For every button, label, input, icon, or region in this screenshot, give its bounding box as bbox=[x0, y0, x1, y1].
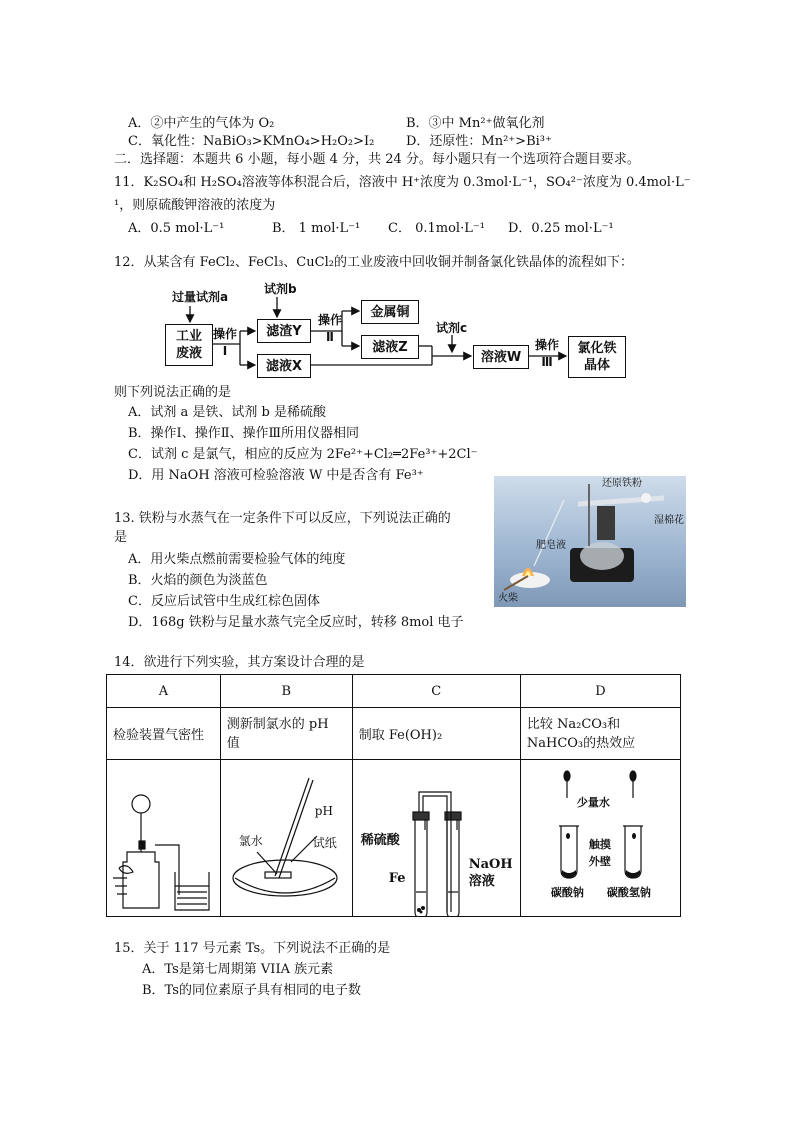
table-figure-row bbox=[107, 760, 681, 917]
table-purpose-row bbox=[107, 708, 681, 760]
operation-3-label: 操作 Ⅲ bbox=[535, 338, 560, 369]
label-fe: Fe bbox=[388, 871, 406, 886]
label-chlorine-water: 氯水 bbox=[238, 834, 263, 848]
label-outer-wall: 外壁 bbox=[588, 855, 611, 868]
waste-liquid-box: 工业 废液 bbox=[165, 324, 213, 366]
label-soap-liquid: 肥皂液 bbox=[536, 540, 566, 551]
copper-box: 金属铜 bbox=[361, 300, 419, 324]
label-match: 火柴 bbox=[498, 593, 518, 604]
q13-option-d: D．168g 铁粉与足量水蒸气完全反应时，转移 8mol 电子 bbox=[128, 615, 464, 630]
q15-stem: 15．关于 117 号元素 Ts。下列说法不正确的是 bbox=[114, 941, 391, 956]
operation-1-label: 操作 Ⅰ bbox=[213, 327, 238, 358]
filtrate-x-box: 滤液X bbox=[257, 354, 311, 378]
q11-option-d: D．0.25 mol·L⁻¹ bbox=[508, 221, 614, 236]
label-dilute-sulfuric-acid: 稀硫酸 bbox=[360, 833, 400, 848]
label-solution: 溶液 bbox=[468, 874, 495, 889]
label-small-water: 少量水 bbox=[576, 796, 610, 809]
q12-option-a: A．试剂 a 是铁、试剂 b 是稀硫酸 bbox=[128, 405, 326, 420]
q12-option-c: C．试剂 c 是氯气，相应的反应为 2Fe²⁺+Cl₂═2Fe³⁺+2Cl⁻ bbox=[128, 447, 478, 462]
table-header-row bbox=[107, 675, 681, 708]
q11-stem: 11．K₂SO₄和 H₂SO₄溶液等体积混合后，溶液中 H⁺浓度为 0.3mol·L⁻¹，SO₄²⁻浓度为 0.4mol·L⁻ bbox=[114, 175, 691, 190]
purpose-a: 检验装置气密性 bbox=[107, 708, 221, 760]
label-wet-cotton: 湿棉花 bbox=[654, 515, 684, 526]
figure-b-cell bbox=[220, 760, 352, 917]
purpose-b: 测新制氯水的 pH 值 bbox=[220, 708, 352, 760]
q13-option-a: A．用火柴点燃前需要检验气体的纯度 bbox=[128, 552, 346, 567]
label-ph: pH bbox=[314, 804, 333, 818]
figure-a-cell bbox=[107, 760, 221, 917]
q11-option-a: A．0.5 mol·L⁻¹ bbox=[128, 221, 225, 236]
q15-option-a: A．Ts是第七周期第 VIIA 族元素 bbox=[142, 962, 334, 977]
apparatus-drawing bbox=[494, 476, 686, 607]
q11-stem-cont: ¹，则原硫酸钾溶液的浓度为 bbox=[114, 198, 276, 213]
crystal-box: 氯化铁 晶体 bbox=[568, 336, 626, 378]
residue-y-box: 滤渣Y bbox=[257, 319, 311, 343]
label-sodium-bicarbonate: 碳酸氢钠 bbox=[606, 886, 651, 899]
q13-stem: 13. 铁粉与水蒸气在一定条件下可以反应，下列说法正确的 bbox=[114, 511, 451, 526]
label-iron-powder: 还原铁粉 bbox=[602, 478, 642, 489]
header-c: C bbox=[352, 675, 520, 708]
q12-stem: 12．从某含有 FeCl₂、FeCl₃、CuCl₂的工业废液中回收铜并制备氯化铁晶体的流程如下： bbox=[114, 255, 633, 270]
q10-option-b: B．③中 Mn²⁺做氧化剂 bbox=[406, 116, 545, 131]
q11-option-b: B． 1 mol·L⁻¹ bbox=[272, 221, 361, 236]
q13-option-b: B．火焰的颜色为淡蓝色 bbox=[128, 573, 268, 588]
section-heading: 二．选择题：本题共 6 小题，每小题 4 分，共 24 分。每小题只有一个选项符合题目要求。 bbox=[114, 152, 640, 167]
q14-table bbox=[106, 674, 681, 917]
filtrate-z-box: 滤液Z bbox=[361, 335, 419, 359]
reagent-a-label: 过量试剂a bbox=[172, 290, 229, 304]
iron-steam-photo bbox=[494, 476, 686, 607]
q10-option-d: D．还原性：Mn²⁺>Bi³⁺ bbox=[406, 134, 552, 149]
reagent-c-label: 试剂c bbox=[436, 321, 468, 335]
header-a: A bbox=[107, 675, 221, 708]
label-test-paper: 试纸 bbox=[312, 836, 337, 850]
figure-c-cell bbox=[352, 760, 520, 917]
airtightness-apparatus bbox=[107, 760, 219, 916]
operation-2-label: 操作 Ⅱ bbox=[318, 313, 343, 344]
q15-option-b: B．Ts的同位素原子具有相同的电子数 bbox=[142, 983, 361, 998]
reagent-b-label: 试剂b bbox=[264, 282, 297, 296]
label-naoh: NaOH bbox=[468, 857, 513, 872]
q10-option-a: A．②中产生的气体为 O₂ bbox=[128, 116, 275, 131]
q12-option-b: B．操作Ⅰ、操作Ⅱ、操作Ⅲ所用仪器相同 bbox=[128, 426, 360, 441]
figure-d-cell bbox=[520, 760, 680, 917]
q13-stem-cont: 是 bbox=[114, 530, 128, 545]
header-b: B bbox=[220, 675, 352, 708]
purpose-c: 制取 Fe(OH)₂ bbox=[352, 708, 520, 760]
label-sodium-carbonate: 碳酸钠 bbox=[550, 886, 584, 899]
flow-chart bbox=[0, 0, 794, 400]
q10-option-c: C．氧化性：NaBiO₃>KMnO₄>H₂O₂>I₂ bbox=[128, 134, 375, 149]
q11-option-c: C． 0.1mol·L⁻¹ bbox=[388, 221, 485, 236]
label-touch: 触摸 bbox=[588, 838, 611, 851]
purpose-d: 比较 Na₂CO₃和 NaHCO₃的热效应 bbox=[520, 708, 680, 760]
q13-option-c: C．反应后试管中生成红棕色固体 bbox=[128, 594, 320, 609]
q12-lead: 则下列说法正确的是 bbox=[114, 385, 232, 400]
header-d: D bbox=[520, 675, 680, 708]
q12-option-d: D．用 NaOH 溶液可检验溶液 W 中是否含有 Fe³⁺ bbox=[128, 468, 424, 483]
q14-stem: 14．欲进行下列实验，其方案设计合理的是 bbox=[114, 655, 365, 670]
solution-w-box: 溶液W bbox=[473, 345, 529, 369]
